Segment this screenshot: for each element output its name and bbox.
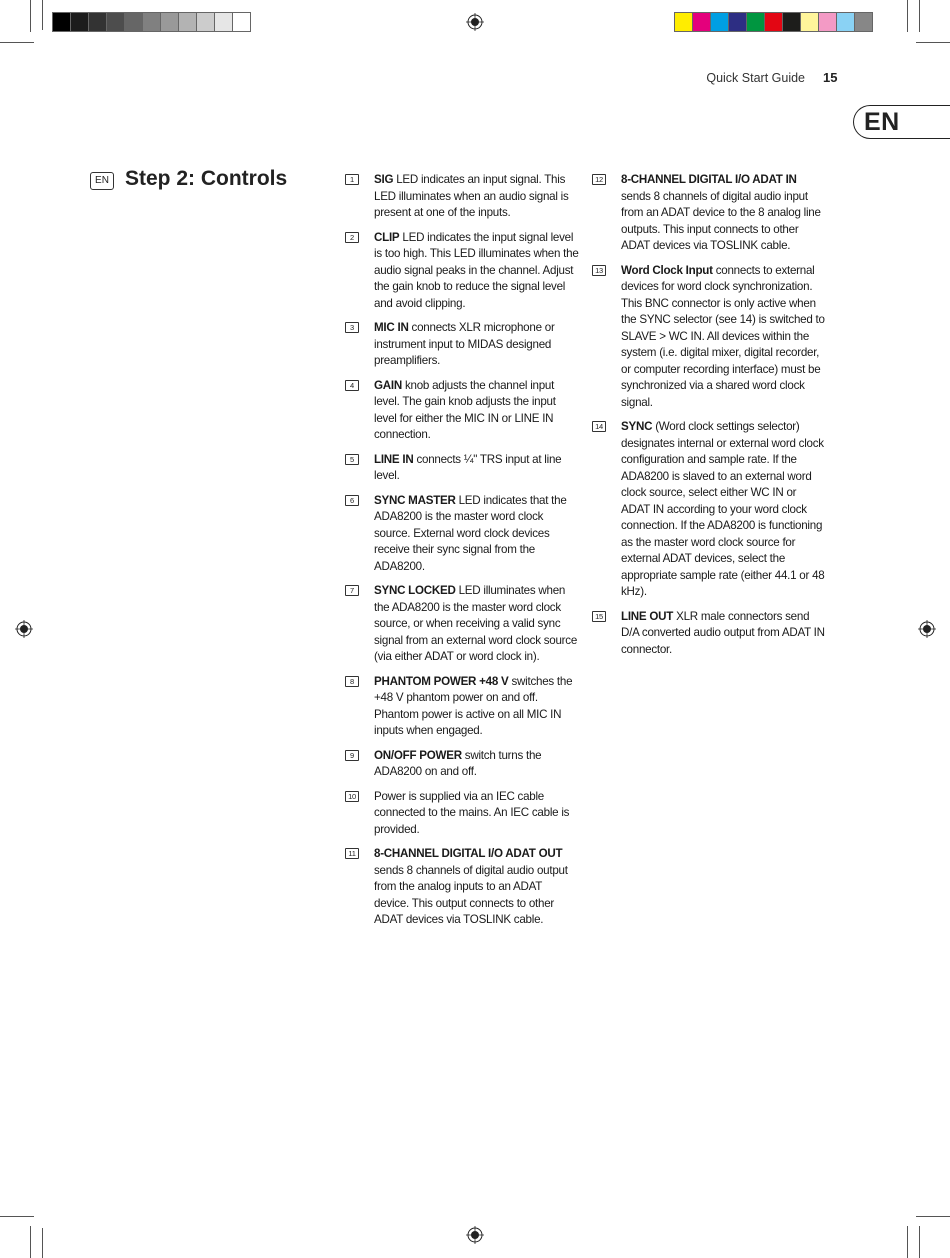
- item-title: 8-CHANNEL DIGITAL I/O ADAT IN: [621, 173, 797, 186]
- control-item: [350, 748, 579, 781]
- color-swatch: [160, 12, 179, 32]
- crop-mark: [916, 1216, 950, 1217]
- item-number: 3: [345, 322, 359, 333]
- item-number: 15: [592, 611, 606, 622]
- item-text: knob adjusts the channel input level. The gain knob adjusts the input level for either the MIC IN or LINE IN connection.: [374, 378, 556, 441]
- color-swatch: [800, 12, 819, 32]
- control-item: [350, 493, 579, 576]
- item-text: LED indicates an input signal. This LED illuminates when an audio signal is present at one of the inputs.: [374, 173, 569, 219]
- registration-mark-icon: [918, 620, 936, 638]
- color-swatch: [196, 12, 215, 32]
- item-text: connects ¼" TRS input at line level.: [374, 452, 562, 482]
- color-swatch: [142, 12, 161, 32]
- item-text: sends 8 channels of digital audio output from the analog inputs to an ADAT device. This output connects to other ADAT devices via TOSLINK cable.: [374, 863, 568, 926]
- item-number: 2: [345, 232, 359, 243]
- crop-mark: [30, 0, 31, 32]
- color-swatch: [70, 12, 89, 32]
- item-text: Power is supplied via an IEC cable connected to the mains. An IEC cable is provided.: [374, 789, 570, 836]
- item-title: Word Clock Input: [621, 263, 713, 277]
- control-item: [595, 419, 826, 601]
- crop-mark: [42, 1228, 43, 1258]
- item-title: LINE IN: [374, 452, 414, 466]
- control-item: [348, 789, 579, 839]
- crop-mark: [30, 1226, 31, 1258]
- color-swatch: [214, 12, 233, 32]
- item-title: PHANTOM POWER +48 V: [374, 674, 509, 688]
- item-number: 11: [345, 848, 359, 859]
- item-text: LED indicates the input signal level is too high. This LED illuminates when the audio signal peaks in the channel. Adjust the gain knob to reduce the signal level and avoid clipping.: [374, 230, 579, 310]
- item-number: 1: [345, 174, 359, 185]
- color-swatch: [746, 12, 765, 32]
- item-title: SYNC LOCKED: [374, 584, 456, 597]
- crop-mark: [907, 1226, 908, 1258]
- item-title: ON/OFF POWER: [374, 748, 462, 762]
- control-item: [595, 263, 826, 412]
- item-title: MIC IN: [374, 321, 409, 334]
- item-number: 12: [592, 174, 606, 185]
- language-tag: EN: [90, 172, 114, 190]
- color-swatch: [232, 12, 251, 32]
- language-badge-label: EN: [864, 108, 900, 136]
- color-swatch: [52, 12, 71, 32]
- item-text: LED illuminates when the ADA8200 is the master word clock source, or when receiving a valid sync signal from an external word clock source (via either ADAT or word clock in).: [374, 584, 578, 663]
- crop-mark: [0, 42, 34, 43]
- item-number: 14: [592, 421, 606, 432]
- item-text: (Word clock settings selector) designates internal or external word clock configuration and sample rate. If the ADA8200 is slaved to an external word clock source, select either WC IN or ADAT IN according to your word clock connection. If the ADA8200 is functioning as the master word clock source for external ADAT devices, select the appropriate sample rate (either 44.1 or 48 kHz).: [621, 420, 825, 598]
- item-number: 6: [345, 495, 359, 506]
- item-text: sends 8 channels of digital audio input from an ADAT device to the 8 analog line outputs. This input connects to other ADAT devices via TOSLINK cable.: [621, 189, 821, 252]
- item-title: GAIN: [374, 378, 402, 392]
- item-title: CLIP: [374, 230, 400, 244]
- crop-mark: [42, 0, 43, 30]
- control-item: [350, 674, 579, 740]
- item-text: switch turns the ADA8200 on and off.: [374, 748, 542, 778]
- control-item: [350, 378, 579, 444]
- process-color-bar: [674, 12, 872, 32]
- item-title: 8-CHANNEL DIGITAL I/O ADAT OUT: [374, 847, 563, 860]
- item-number: 4: [345, 380, 359, 391]
- control-item: [348, 846, 579, 929]
- item-number: 9: [345, 750, 359, 761]
- page-title: Step 2: Controls: [125, 167, 288, 190]
- color-swatch: [728, 12, 747, 32]
- control-item: [350, 320, 579, 370]
- item-title: SIG: [374, 173, 394, 186]
- control-item: [350, 172, 579, 222]
- color-swatch: [692, 12, 711, 32]
- color-swatch: [674, 12, 693, 32]
- item-text: connects to external devices for word clock synchronization. This BNC connector is only active when the SYNC selector (see 14) is switched to SLAVE > WC IN. All devices within the system (i.e. digital mixer, digital recorder, or computer recording interface) must be synchronized via a shared word clock signal.: [621, 263, 825, 409]
- registration-mark-icon: [466, 13, 484, 31]
- control-item: [350, 452, 579, 485]
- item-text: connects XLR microphone or instrument input to MIDAS designed preamplifiers.: [374, 321, 555, 367]
- control-item: [595, 609, 826, 659]
- crop-mark: [916, 42, 950, 43]
- color-swatch: [178, 12, 197, 32]
- color-swatch: [710, 12, 729, 32]
- color-swatch: [782, 12, 801, 32]
- item-text: LED indicates that the ADA8200 is the master word clock source. External word clock devices receive their sync signal from the ADA8200.: [374, 493, 567, 573]
- item-number: 7: [345, 585, 359, 596]
- item-title: SYNC MASTER: [374, 493, 456, 507]
- control-item: [595, 172, 826, 255]
- controls-column-right: [595, 172, 826, 666]
- crop-mark: [919, 0, 920, 32]
- page-number: 15: [823, 70, 838, 85]
- item-number: 5: [345, 454, 359, 465]
- crop-mark: [907, 0, 908, 32]
- guide-title: Quick Start Guide: [706, 71, 805, 85]
- item-title: LINE OUT: [621, 609, 674, 623]
- item-text: switches the +48 V phantom power on and off. Phantom power is active on all MIC IN inputs when engaged.: [374, 674, 573, 737]
- item-number: 8: [345, 676, 359, 687]
- controls-column-left: [348, 172, 579, 937]
- color-swatch: [836, 12, 855, 32]
- registration-mark-icon: [466, 1226, 484, 1244]
- item-title: SYNC: [621, 420, 653, 433]
- item-text: XLR male connectors send D/A converted audio output from ADAT IN connector.: [621, 609, 825, 656]
- color-swatch: [854, 12, 873, 32]
- crop-mark: [0, 1216, 34, 1217]
- language-badge: [853, 105, 950, 139]
- item-number: 13: [592, 265, 606, 276]
- color-swatch: [88, 12, 107, 32]
- control-item: [350, 230, 579, 313]
- color-swatch: [818, 12, 837, 32]
- color-swatch: [106, 12, 125, 32]
- color-swatch: [764, 12, 783, 32]
- color-swatch: [124, 12, 143, 32]
- grayscale-color-bar: [52, 12, 250, 32]
- item-number: 10: [345, 791, 359, 802]
- crop-mark: [919, 1226, 920, 1258]
- control-item: [350, 583, 579, 666]
- registration-mark-icon: [15, 620, 33, 638]
